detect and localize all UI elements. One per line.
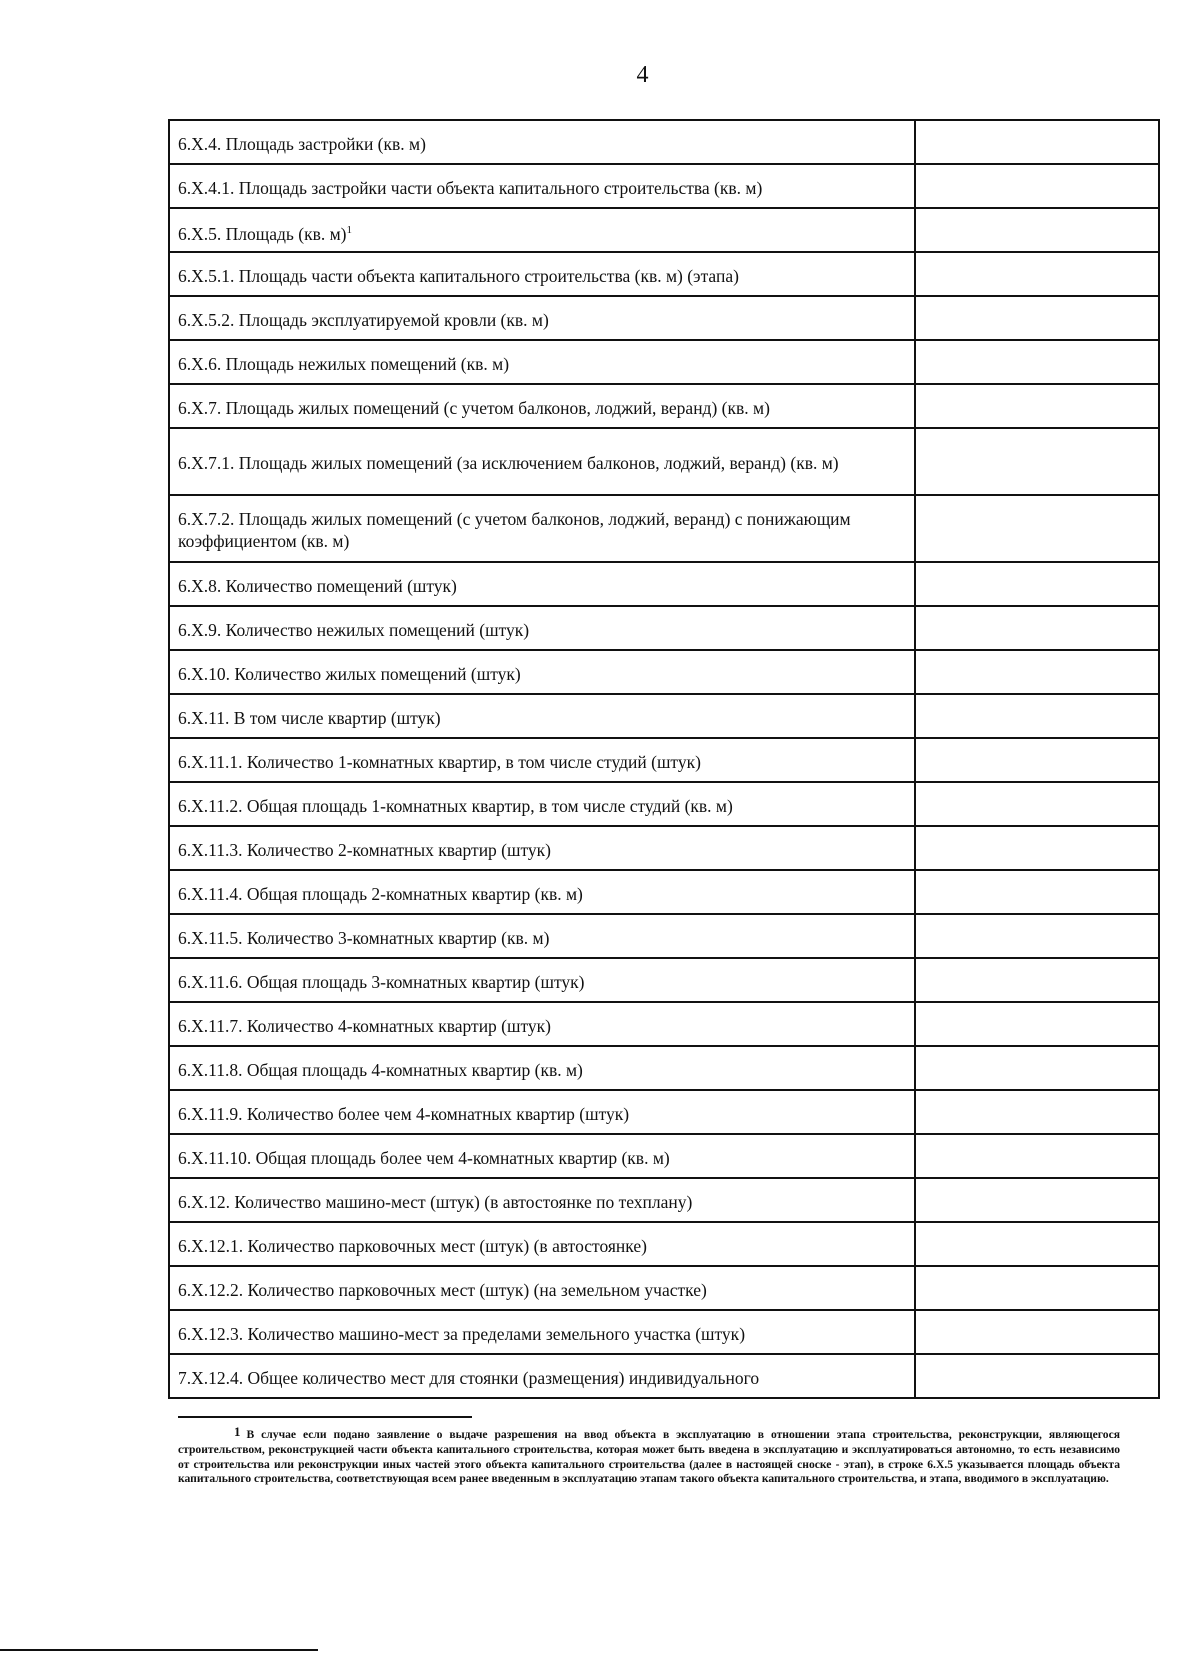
row-value-cell[interactable] (915, 914, 1159, 958)
row-label-cell (169, 562, 915, 606)
table-row (169, 1222, 1159, 1266)
table-row (169, 1046, 1159, 1090)
row-label: 7.X.12.4. Общее количество мест для стоянки (размещения) индивидуального (178, 1367, 760, 1388)
table-row (169, 1354, 1159, 1398)
row-value-cell[interactable] (915, 694, 1159, 738)
row-label: 6.X.11.3. Количество 2-комнатных квартир (штук) (178, 839, 551, 860)
footnote-separator (178, 1416, 472, 1418)
table-row (169, 1090, 1159, 1134)
row-value-cell[interactable] (915, 340, 1159, 384)
row-label: 6.X.5.2. Площадь эксплуатируемой кровли (кв. м) (178, 309, 549, 330)
row-label-cell (169, 252, 915, 296)
indicators-table-body (169, 120, 1159, 1398)
row-value-cell[interactable] (915, 1046, 1159, 1090)
row-label: 6.X.6. Площадь нежилых помещений (кв. м) (178, 353, 510, 374)
row-label: 6.X.11.1. Количество 1-комнатных квартир, в том числе студий (штук) (178, 751, 701, 772)
row-value-cell[interactable] (915, 164, 1159, 208)
row-value-cell[interactable] (915, 782, 1159, 826)
row-label-cell (169, 1090, 915, 1134)
row-label-cell (169, 826, 915, 870)
row-value-cell[interactable] (915, 1134, 1159, 1178)
page-number: 4 (636, 62, 649, 88)
table-row (169, 1134, 1159, 1178)
table-row (169, 340, 1159, 384)
row-label: 6.X.5.1. Площадь части объекта капитального строительства (кв. м) (этапа) (178, 265, 739, 286)
row-label-cell (169, 694, 915, 738)
table-row (169, 1310, 1159, 1354)
row-label-cell (169, 1134, 915, 1178)
table-row (169, 562, 1159, 606)
table-row (169, 782, 1159, 826)
row-value-cell[interactable] (915, 1090, 1159, 1134)
row-label-cell (169, 120, 915, 164)
row-value-cell[interactable] (915, 252, 1159, 296)
row-label-cell (169, 495, 915, 562)
row-value-cell[interactable] (915, 1266, 1159, 1310)
row-label-cell (169, 296, 915, 340)
row-value-cell[interactable] (915, 958, 1159, 1002)
table-row (169, 870, 1159, 914)
footnote-text: В случае если подано заявление о выдаче разрешения на ввод объекта в эксплуатацию в отношении этапа строительства, реконструкции, являющегося строительством, реконструкцией части объекта капитального строительства, которая может быть введена в эксплуатацию и эксплуатироваться автономно, то есть независимо от строительства или реконструкции иных частей этого объекта капитального строительства (далее в настоящей сноске - этап), в строке 6.X.5 указывается площадь объекта капитального строительства, соответствующая всем ранее введенным в эксплуатацию этапам такого объекта капитального строительства, и этапа, вводимого в эксплуатацию. (178, 1428, 1120, 1486)
bottom-separator (0, 1649, 318, 1651)
table-row (169, 1178, 1159, 1222)
row-label-cell (169, 1266, 915, 1310)
row-label: 6.X.11.10. Общая площадь более чем 4-комнатных квартир (кв. м) (178, 1147, 670, 1168)
row-label: 6.X.4. Площадь застройки (кв. м) (178, 133, 426, 154)
row-value-cell[interactable] (915, 296, 1159, 340)
table-row (169, 738, 1159, 782)
row-label: 6.X.9. Количество нежилых помещений (штук) (178, 619, 530, 640)
row-label-cell (169, 1178, 915, 1222)
row-label: 6.X.11.5. Количество 3-комнатных квартир (кв. м) (178, 927, 550, 948)
footnote (178, 1424, 1120, 1487)
row-value-cell[interactable] (915, 384, 1159, 428)
table-row (169, 120, 1159, 164)
row-label: 6.X.8. Количество помещений (штук) (178, 575, 457, 596)
row-label-cell (169, 606, 915, 650)
row-label-cell (169, 428, 915, 495)
table-row (169, 495, 1159, 562)
row-label: 6.X.12.1. Количество парковочных мест (штук) (в автостоянке) (178, 1235, 647, 1256)
row-value-cell[interactable] (915, 428, 1159, 495)
table-row (169, 384, 1159, 428)
row-value-cell[interactable] (915, 870, 1159, 914)
row-label: 6.X.12.3. Количество машино-мест за пределами земельного участка (штук) (178, 1323, 746, 1344)
table-row (169, 164, 1159, 208)
row-label: 6.X.11.2. Общая площадь 1-комнатных квартир, в том числе студий (кв. м) (178, 795, 733, 816)
row-label-cell (169, 1310, 915, 1354)
table-row (169, 208, 1159, 252)
row-value-cell[interactable] (915, 650, 1159, 694)
row-label: 6.X.7. Площадь жилых помещений (с учетом балконов, лоджий, веранд) (кв. м) (178, 397, 770, 418)
row-label: 6.X.7.1. Площадь жилых помещений (за исключением балконов, лоджий, веранд) (кв. м) (178, 453, 839, 473)
footnote-mark: 1 (234, 1424, 241, 1439)
row-value-cell[interactable] (915, 495, 1159, 562)
row-label: 6.X.5. Площадь (кв. м) (178, 223, 347, 244)
row-value-cell[interactable] (915, 208, 1159, 252)
table-row (169, 650, 1159, 694)
row-label-cell (169, 782, 915, 826)
row-label: 6.X.11.6. Общая площадь 3-комнатных квартир (штук) (178, 971, 585, 992)
row-label-cell (169, 340, 915, 384)
row-label: 6.X.4.1. Площадь застройки части объекта капитального строительства (кв. м) (178, 177, 763, 198)
row-value-cell[interactable] (915, 1222, 1159, 1266)
row-value-cell[interactable] (915, 606, 1159, 650)
row-label: 6.X.11. В том числе квартир (штук) (178, 707, 441, 728)
row-value-cell[interactable] (915, 1310, 1159, 1354)
row-label: 6.X.11.9. Количество более чем 4-комнатных квартир (штук) (178, 1103, 630, 1124)
row-label-cell (169, 650, 915, 694)
row-label: 6.X.12.2. Количество парковочных мест (штук) (на земельном участке) (178, 1279, 707, 1300)
row-value-cell[interactable] (915, 1002, 1159, 1046)
row-label: 6.X.12. Количество машино-мест (штук) (в автостоянке по техплану) (178, 1191, 693, 1212)
indicators-table (168, 119, 1160, 1399)
row-label-cell (169, 1222, 915, 1266)
table-row (169, 914, 1159, 958)
row-label: 6.X.7.2. Площадь жилых помещений (с учетом балконов, лоджий, веранд) с понижающим коэффициентом (кв. м) (178, 509, 851, 551)
row-label: 6.X.11.7. Количество 4-комнатных квартир (штук) (178, 1015, 551, 1036)
table-row (169, 296, 1159, 340)
row-value-cell[interactable] (915, 120, 1159, 164)
row-value-cell[interactable] (915, 562, 1159, 606)
table-row (169, 694, 1159, 738)
table-row (169, 428, 1159, 495)
table-row (169, 958, 1159, 1002)
row-value-cell[interactable] (915, 1178, 1159, 1222)
row-label-cell (169, 914, 915, 958)
table-row (169, 252, 1159, 296)
row-value-cell[interactable] (915, 826, 1159, 870)
row-label-cell (169, 384, 915, 428)
row-label-cell (169, 1002, 915, 1046)
row-label-cell (169, 1354, 915, 1398)
footnote-reference: 1 (346, 223, 353, 236)
table-row (169, 606, 1159, 650)
row-value-cell[interactable] (915, 1354, 1159, 1398)
row-label-cell (169, 958, 915, 1002)
row-label: 6.X.11.4. Общая площадь 2-комнатных квартир (кв. м) (178, 883, 583, 904)
row-label-cell (169, 738, 915, 782)
table-row (169, 1266, 1159, 1310)
table-row (169, 826, 1159, 870)
row-label-cell (169, 208, 915, 252)
table-row (169, 1002, 1159, 1046)
row-label: 6.X.11.8. Общая площадь 4-комнатных квартир (кв. м) (178, 1059, 583, 1080)
row-label-cell (169, 164, 915, 208)
row-label-cell (169, 870, 915, 914)
row-value-cell[interactable] (915, 738, 1159, 782)
row-label: 6.X.10. Количество жилых помещений (штук) (178, 663, 521, 684)
row-label-cell (169, 1046, 915, 1090)
